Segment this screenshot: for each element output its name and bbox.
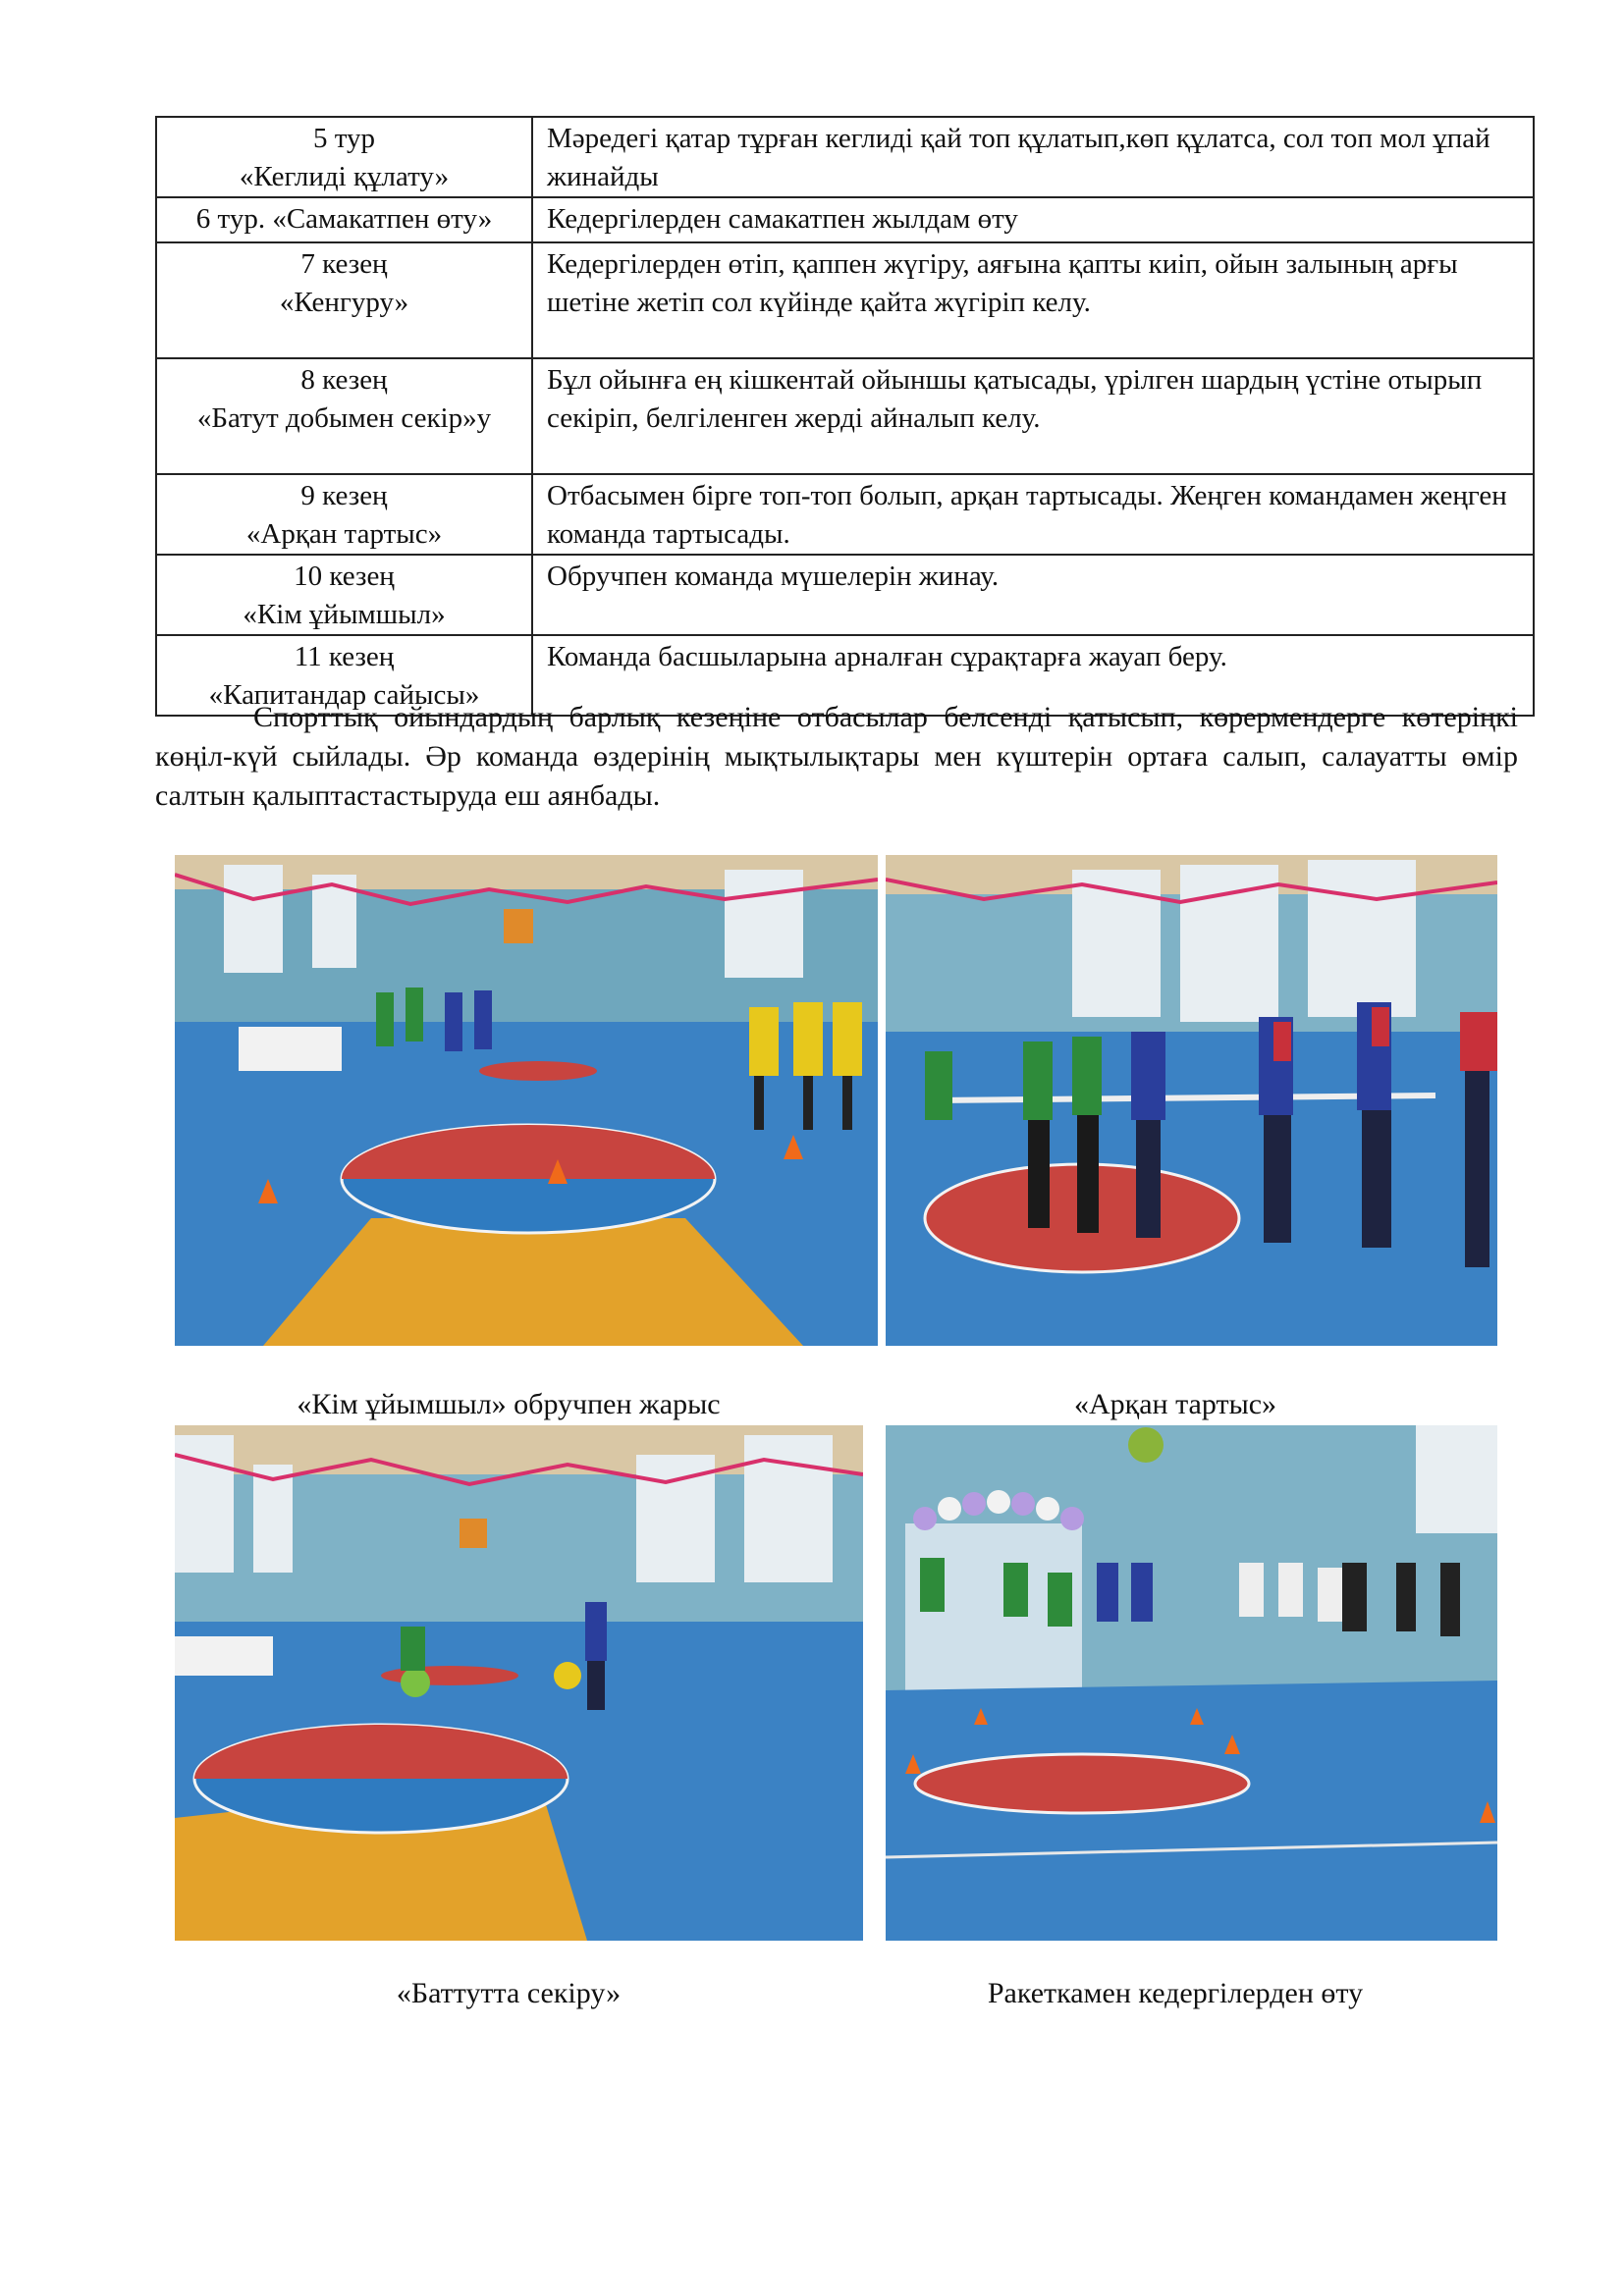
photo-caption: «Кім ұйымшыл» обручпен жарыс bbox=[297, 1388, 721, 1420]
photo-caption: «Баттутта секіру» bbox=[396, 1977, 622, 2009]
description-cell: Кедергілерден самакатпен жылдам өту bbox=[532, 197, 1534, 242]
photo-caption: «Арқан тартыс» bbox=[1073, 1388, 1277, 1420]
stage-cell: 8 кезең «Батут добымен секір»у bbox=[156, 358, 532, 474]
photo-racket-obstacle bbox=[886, 1425, 1497, 1941]
stage-cell: 7 кезең «Кенгуру» bbox=[156, 242, 532, 358]
description-cell: Команда басшыларына арналған сұрақтарға жауап беру. bbox=[532, 635, 1534, 716]
description-cell: Обручпен команда мүшелерін жинау. bbox=[532, 555, 1534, 635]
table-row bbox=[156, 555, 1534, 635]
stage-cell: 5 тур «Кеглиді құлату» bbox=[156, 117, 532, 197]
description-cell: Мәредегі қатар тұрған кеглиді қай топ құлатып,көп құлатса, сол топ мол ұпай жинайды bbox=[532, 117, 1534, 197]
summary-paragraph: Спорттық ойындардың барлық кезеңіне отбасылар белсенді қатысып, көрермендерге көтеріңкі көңіл-күй сыйлады. Әр команда өздерінің мықтылықтары мен күштерін ортаға салып, салауатты өмір салтын қалыптастастыруда еш аянбады. bbox=[155, 701, 1518, 812]
stage-cell: 6 тур. «Самакатпен өту» bbox=[156, 197, 532, 242]
photo-bounce-ball bbox=[175, 1425, 863, 1941]
stage-cell: 11 кезең «Капитандар сайысы» bbox=[156, 635, 532, 716]
stages-table bbox=[155, 116, 1535, 717]
photo-hoop-race bbox=[175, 855, 878, 1346]
photo-tug-of-war bbox=[886, 855, 1497, 1346]
table-row bbox=[156, 242, 1534, 358]
description-cell: Отбасымен бірге топ-топ болып, арқан тартысады. Жеңген командамен жеңген команда тартысады. bbox=[532, 474, 1534, 555]
stage-cell: 9 кезең «Арқан тартыс» bbox=[156, 474, 532, 555]
description-cell: Бұл ойынға ең кішкентай ойыншы қатысады, үрілген шардың үстіне отырып секіріп, белгіленген жерді айналып келу. bbox=[532, 358, 1534, 474]
photo-caption: Ракеткамен кедергілерден өту bbox=[987, 1977, 1364, 2009]
table-row bbox=[156, 197, 1534, 242]
table-row bbox=[156, 117, 1534, 197]
stage-cell: 10 кезең «Кім ұйымшыл» bbox=[156, 555, 532, 635]
table-row bbox=[156, 474, 1534, 555]
table-row bbox=[156, 358, 1534, 474]
description-cell: Кедергілерден өтіп, қаппен жүгіру, аяғына қапты киіп, ойын залының арғы шетіне жетіп сол күйінде қайта жүгіріп келу. bbox=[532, 242, 1534, 358]
